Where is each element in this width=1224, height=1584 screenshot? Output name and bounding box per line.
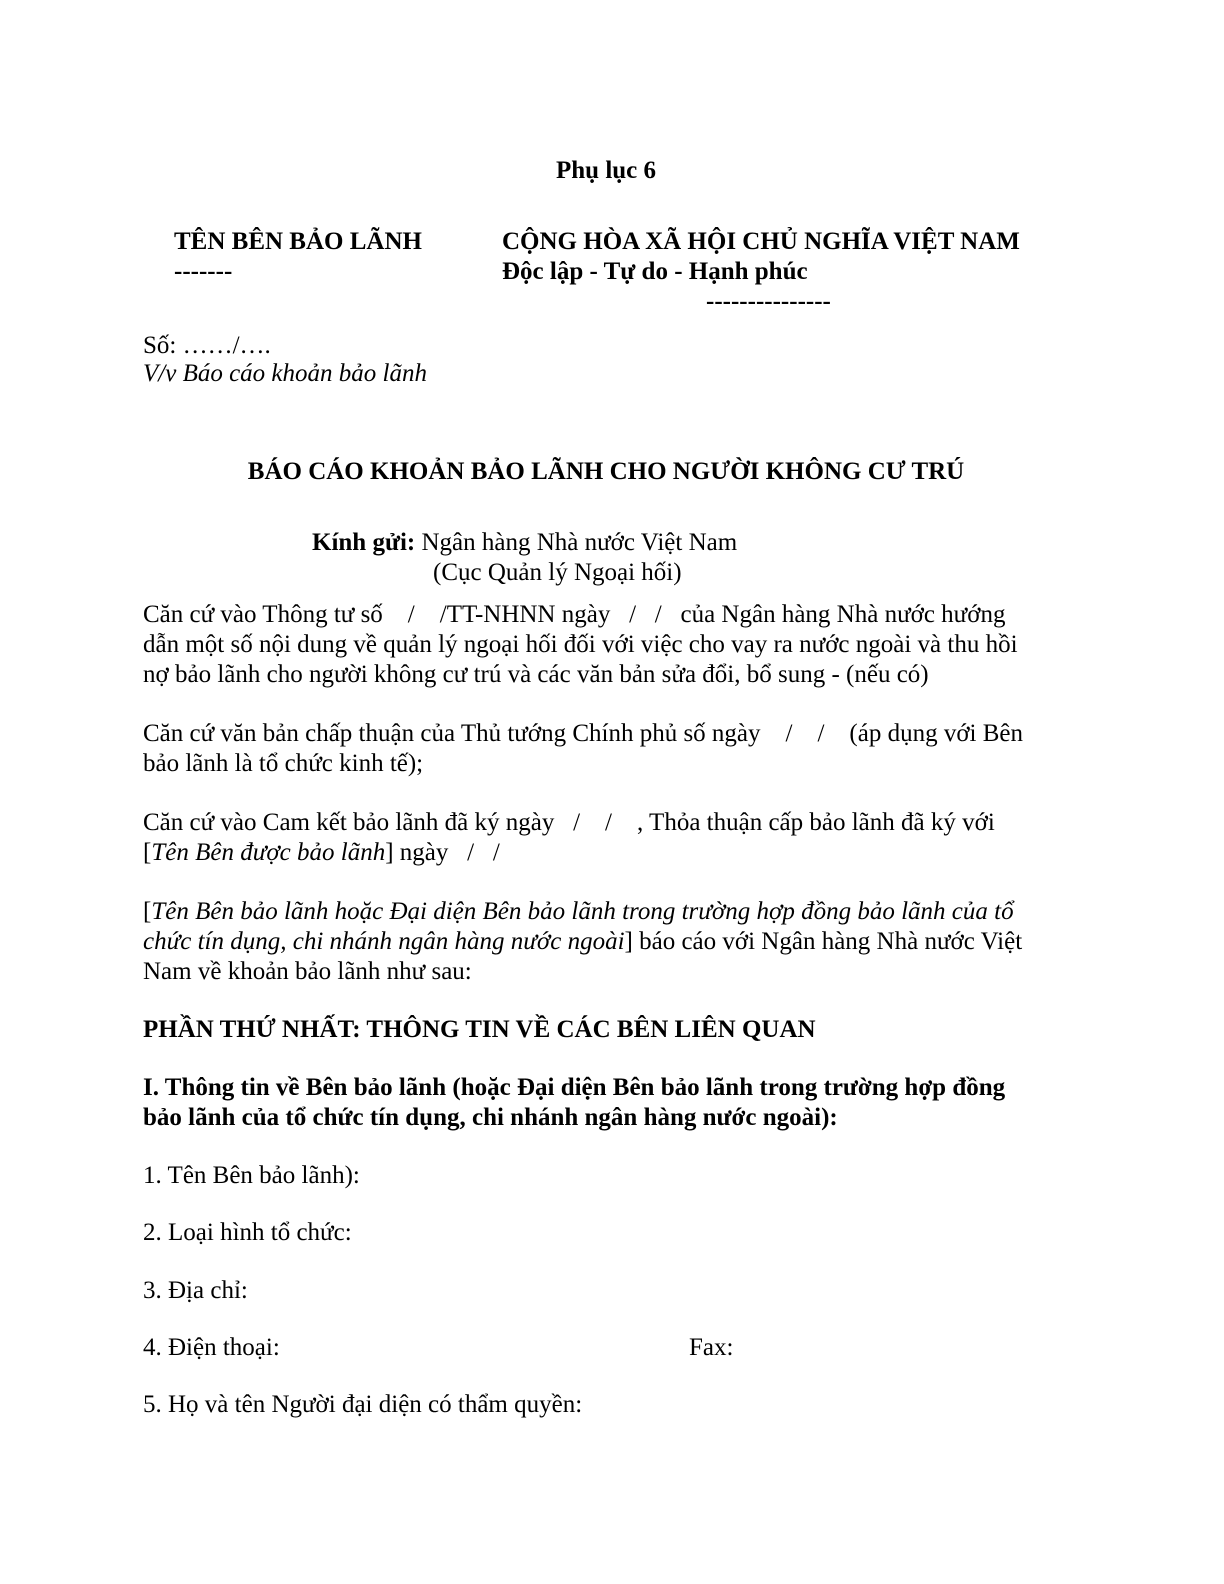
item-address: 3. Địa chỉ: bbox=[143, 1277, 248, 1304]
paragraph-line bbox=[143, 897, 1073, 927]
paragraph-line: bảo lãnh là tổ chức kinh tế); bbox=[143, 750, 424, 777]
appendix-label: Phụ lục 6 bbox=[556, 157, 657, 184]
paragraph-line bbox=[143, 838, 1073, 868]
document-number: Số: ……/…. bbox=[143, 332, 271, 359]
placeholder-guarantor-cont: chức tín dụng, chi nhánh ngân hàng nước ngoài bbox=[143, 928, 625, 955]
paragraph-line: nợ bảo lãnh cho người không cư trú và các văn bản sửa đổi, bổ sung - (nếu có) bbox=[143, 661, 929, 688]
section1-heading bbox=[143, 1073, 1073, 1133]
section-line: I. Thông tin về Bên bảo lãnh (hoặc Đại diện Bên bảo lãnh trong trường hợp đồng bbox=[143, 1074, 1006, 1101]
recipient-label: Kính gửi: bbox=[312, 529, 416, 556]
paragraph-line bbox=[143, 927, 1073, 957]
paragraph-report-intro bbox=[143, 897, 1073, 987]
paragraph-line: dẫn một số nội dung về quản lý ngoại hối đối với việc cho vay ra nước ngoài và thu hồi bbox=[143, 631, 1018, 658]
paragraph-line: Nam về khoản bảo lãnh như sau: bbox=[143, 958, 472, 985]
paragraph-legal-basis-circular bbox=[143, 600, 1073, 690]
item-organization-type: 2. Loại hình tổ chức: bbox=[143, 1219, 352, 1246]
document-subject: V/v Báo cáo khoản bảo lãnh bbox=[143, 360, 427, 387]
national-motto-rule: --------------- bbox=[706, 288, 831, 315]
paragraph-line: Căn cứ văn bản chấp thuận của Thủ tướng Chính phủ số ngày / / (áp dụng với Bên bbox=[143, 720, 1024, 747]
paragraph-line: Căn cứ vào Cam kết bảo lãnh đã ký ngày / / , Thỏa thuận cấp bảo lãnh đã ký với bbox=[143, 809, 995, 836]
bracket-open: [ bbox=[143, 839, 152, 866]
guarantor-org-name: TÊN BÊN BẢO LÃNH bbox=[174, 228, 422, 255]
recipient-line bbox=[312, 528, 737, 558]
section-line: bảo lãnh của tổ chức tín dụng, chi nhánh ngân hàng nước ngoài): bbox=[143, 1104, 838, 1131]
placeholder-guarantor: Tên Bên bảo lãnh hoặc Đại diện Bên bảo lãnh trong trường hợp đồng bảo lãnh của tổ bbox=[151, 898, 1014, 925]
national-title: CỘNG HÒA XÃ HỘI CHỦ NGHĨA VIỆT NAM bbox=[502, 228, 1020, 255]
guarantor-org-rule: ------- bbox=[174, 258, 233, 285]
paragraph-line: Căn cứ vào Thông tư số / /TT-NHNN ngày / / của Ngân hàng Nhà nước hướng bbox=[143, 601, 1006, 628]
item-representative: 5. Họ và tên Người đại diện có thẩm quyền: bbox=[143, 1391, 583, 1418]
paragraph-legal-basis-commitment bbox=[143, 808, 1073, 868]
national-motto: Độc lập - Tự do - Hạnh phúc bbox=[502, 258, 808, 285]
item-fax: Fax: bbox=[689, 1334, 734, 1361]
placeholder-guaranteed-party: Tên Bên được bảo lãnh bbox=[151, 839, 386, 866]
paragraph-legal-basis-approval bbox=[143, 719, 1073, 779]
item-phone: 4. Điện thoại: bbox=[143, 1334, 280, 1361]
recipient-name: Ngân hàng Nhà nước Việt Nam bbox=[415, 529, 738, 556]
part1-heading: PHẦN THỨ NHẤT: THÔNG TIN VỀ CÁC BÊN LIÊN QUAN bbox=[143, 1016, 816, 1043]
report-title: BÁO CÁO KHOẢN BẢO LÃNH CHO NGƯỜI KHÔNG CƯ TRÚ bbox=[247, 458, 965, 485]
item-guarantor-name: 1. Tên Bên bảo lãnh): bbox=[143, 1162, 360, 1189]
date-placeholder: ] ngày / / bbox=[385, 839, 500, 866]
bracket-open: [ bbox=[143, 898, 152, 925]
report-text: ] báo cáo với Ngân hàng Nhà nước Việt bbox=[624, 928, 1023, 955]
recipient-department: (Cục Quản lý Ngoại hối) bbox=[433, 559, 682, 586]
